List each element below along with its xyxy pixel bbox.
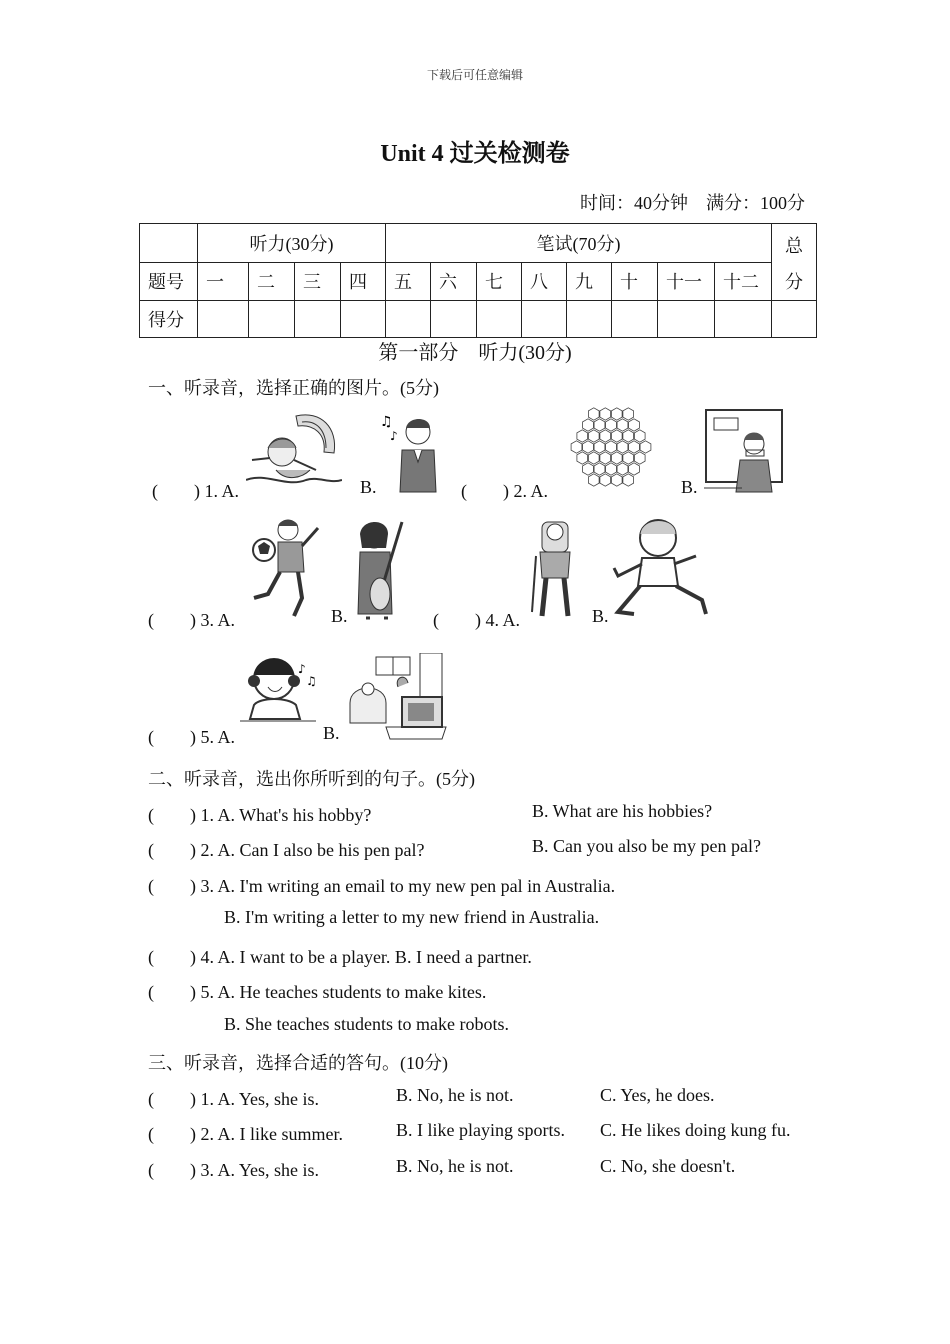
listening-header: 听力(30分) bbox=[198, 224, 386, 263]
s1-q1-label: ( ) 1. A. bbox=[152, 481, 239, 501]
hiking-man-icon[interactable] bbox=[528, 516, 582, 620]
hexagon-cell bbox=[623, 474, 634, 486]
hexagon-cell bbox=[623, 408, 634, 420]
section3-title: 三、听录音，选择合适的答句。(10分) bbox=[148, 1053, 448, 1073]
header-note: 下载后可任意编辑 bbox=[426, 68, 523, 82]
hexagon-cell bbox=[588, 430, 599, 442]
question-number-cell: 三 bbox=[295, 262, 341, 301]
hexagon-cell bbox=[611, 474, 622, 486]
hexagon-cell bbox=[634, 430, 645, 442]
total-score-cell[interactable] bbox=[772, 301, 817, 338]
score-cell[interactable] bbox=[612, 301, 658, 338]
score-cell[interactable] bbox=[341, 301, 386, 338]
s2-q3-option-b: B. I'm writing a letter to my new friend in Australia. bbox=[224, 907, 600, 927]
question-number-cell: 六 bbox=[431, 262, 477, 301]
hexagon-cell bbox=[588, 474, 599, 486]
s3-q1-option-b: B. No, he is not. bbox=[396, 1085, 514, 1105]
score-label: 得分 bbox=[140, 301, 198, 338]
hexagon-cell bbox=[623, 452, 634, 464]
svg-text:♫: ♫ bbox=[380, 414, 393, 430]
hexagon-cell bbox=[629, 441, 640, 453]
s2-q3-option-a: ( ) 3. A. I'm writing an email to my new pen pal in Australia. bbox=[148, 876, 616, 896]
time-score-info: 时间：40分钟 满分：100分 bbox=[580, 193, 805, 213]
hexagon-cell bbox=[634, 452, 645, 464]
s1-q4-option-b: B. bbox=[592, 606, 609, 626]
question-number-cell: 九 bbox=[567, 262, 612, 301]
hexagon-cell bbox=[577, 452, 588, 464]
s1-q3-label: ( ) 3. A. bbox=[148, 610, 235, 630]
section2-title: 二、听录音，选出你所听到的句子。(5分) bbox=[148, 769, 475, 789]
question-number-cell: 七 bbox=[477, 262, 522, 301]
svg-text:♪: ♪ bbox=[298, 662, 306, 676]
hexagon-cell bbox=[571, 441, 582, 453]
hexagon-cell bbox=[611, 452, 622, 464]
score-cell[interactable] bbox=[295, 301, 341, 338]
total-label: 总分 bbox=[785, 236, 803, 292]
hexagon-cell bbox=[600, 452, 611, 464]
s3-q2-option-a: ( ) 2. A. I like summer. bbox=[148, 1124, 343, 1144]
score-cell[interactable] bbox=[658, 301, 715, 338]
writing-header: 笔试(70分) bbox=[386, 224, 772, 263]
score-cell[interactable] bbox=[477, 301, 522, 338]
s1-q2-label: ( ) 2. A. bbox=[461, 481, 548, 501]
hexagon-cell bbox=[594, 441, 605, 453]
football-boy-icon[interactable] bbox=[248, 516, 324, 620]
question-number-cell: 五 bbox=[386, 262, 431, 301]
section1-title: 一、听录音，选择正确的图片。(5分) bbox=[148, 378, 439, 398]
hexagon-cell bbox=[600, 408, 611, 420]
hexagon-cell bbox=[629, 463, 640, 475]
letter-honeycomb-puzzle-icon[interactable] bbox=[561, 406, 661, 494]
question-number-cell: 一 bbox=[198, 262, 249, 301]
hexagon-cell bbox=[611, 408, 622, 420]
question-number-cell: 十二 bbox=[715, 262, 772, 301]
svg-text:♫: ♫ bbox=[306, 674, 317, 688]
score-cell[interactable] bbox=[431, 301, 477, 338]
s2-q4-options: ( ) 4. A. I want to be a player. B. I need a partner. bbox=[148, 947, 532, 967]
kung-fu-boy-icon[interactable] bbox=[612, 516, 712, 618]
s3-q3-option-b: B. No, he is not. bbox=[396, 1156, 514, 1176]
hexagon-cell bbox=[617, 441, 628, 453]
s1-q5-label: ( ) 5. A. bbox=[148, 727, 235, 747]
hexagon-cell bbox=[606, 419, 617, 431]
s3-q3-option-a: ( ) 3. A. Yes, she is. bbox=[148, 1160, 320, 1180]
page-title: Unit 4 过关检测卷 bbox=[380, 141, 570, 167]
s1-q4-label: ( ) 4. A. bbox=[433, 610, 520, 630]
hexagon-cell bbox=[623, 430, 634, 442]
hexagon-cell bbox=[588, 408, 599, 420]
s2-q2-option-a: ( ) 2. A. Can I also be his pen pal? bbox=[148, 840, 425, 860]
score-cell[interactable] bbox=[249, 301, 295, 338]
s1-q1-option-b: B. bbox=[360, 477, 377, 497]
hexagon-cell bbox=[600, 474, 611, 486]
s2-q2-option-b: B. Can you also be my pen pal? bbox=[532, 836, 761, 856]
hexagon-cell bbox=[640, 441, 651, 453]
s3-q2-option-c: C. He likes doing kung fu. bbox=[600, 1120, 791, 1140]
hexagon-cell bbox=[617, 419, 628, 431]
hexagon-cell bbox=[606, 463, 617, 475]
total-header bbox=[772, 224, 817, 301]
hexagon-cell bbox=[629, 419, 640, 431]
question-number-cell: 十 bbox=[612, 262, 658, 301]
hexagon-cell bbox=[617, 463, 628, 475]
score-cell[interactable] bbox=[522, 301, 567, 338]
living-room-tv-icon[interactable] bbox=[346, 653, 448, 741]
question-number-label: 题号 bbox=[140, 262, 198, 301]
s1-q3-option-b: B. bbox=[331, 606, 348, 626]
s3-q1-option-a: ( ) 1. A. Yes, she is. bbox=[148, 1089, 320, 1109]
singing-man-icon[interactable] bbox=[378, 410, 444, 494]
s1-q2-option-b: B. bbox=[681, 477, 698, 497]
hexagon-cell bbox=[594, 463, 605, 475]
question-number-cell: 八 bbox=[522, 262, 567, 301]
score-table bbox=[139, 223, 817, 338]
score-cell[interactable] bbox=[386, 301, 431, 338]
svg-text:♪: ♪ bbox=[390, 429, 398, 443]
question-number-cell: 四 bbox=[341, 262, 386, 301]
s2-q5-option-b: B. She teaches students to make robots. bbox=[224, 1014, 509, 1034]
s3-q2-option-b: B. I like playing sports. bbox=[396, 1120, 565, 1140]
score-cell[interactable] bbox=[715, 301, 772, 338]
score-cell[interactable] bbox=[567, 301, 612, 338]
swimming-boy-icon[interactable] bbox=[246, 408, 342, 494]
s1-q5-option-b: B. bbox=[323, 723, 340, 743]
hexagon-cell bbox=[611, 430, 622, 442]
s3-q1-option-c: C. Yes, he does. bbox=[600, 1085, 715, 1105]
hexagon-cell bbox=[588, 452, 599, 464]
pipa-girl-icon[interactable] bbox=[352, 518, 410, 620]
music-girl-icon[interactable] bbox=[240, 653, 318, 725]
hexagon-cell bbox=[583, 463, 594, 475]
score-cell[interactable] bbox=[198, 301, 249, 338]
hexagon-cell bbox=[583, 419, 594, 431]
s2-q5-option-a: ( ) 5. A. He teaches students to make kites. bbox=[148, 982, 487, 1002]
question-number-cell: 二 bbox=[249, 262, 295, 301]
teacher-blackboard-icon[interactable] bbox=[702, 406, 784, 494]
score-table-corner bbox=[140, 224, 198, 263]
hexagon-cell bbox=[606, 441, 617, 453]
part1-title: 第一部分 听力(30分) bbox=[378, 342, 572, 364]
hexagon-cell bbox=[577, 430, 588, 442]
hexagon-cell bbox=[594, 419, 605, 431]
s2-q1-option-a: ( ) 1. A. What's his hobby? bbox=[148, 805, 372, 825]
s3-q3-option-c: C. No, she doesn't. bbox=[600, 1156, 736, 1176]
s2-q1-option-b: B. What are his hobbies? bbox=[532, 801, 713, 821]
question-number-cell: 十一 bbox=[658, 262, 715, 301]
hexagon-cell bbox=[583, 441, 594, 453]
hexagon-cell bbox=[600, 430, 611, 442]
